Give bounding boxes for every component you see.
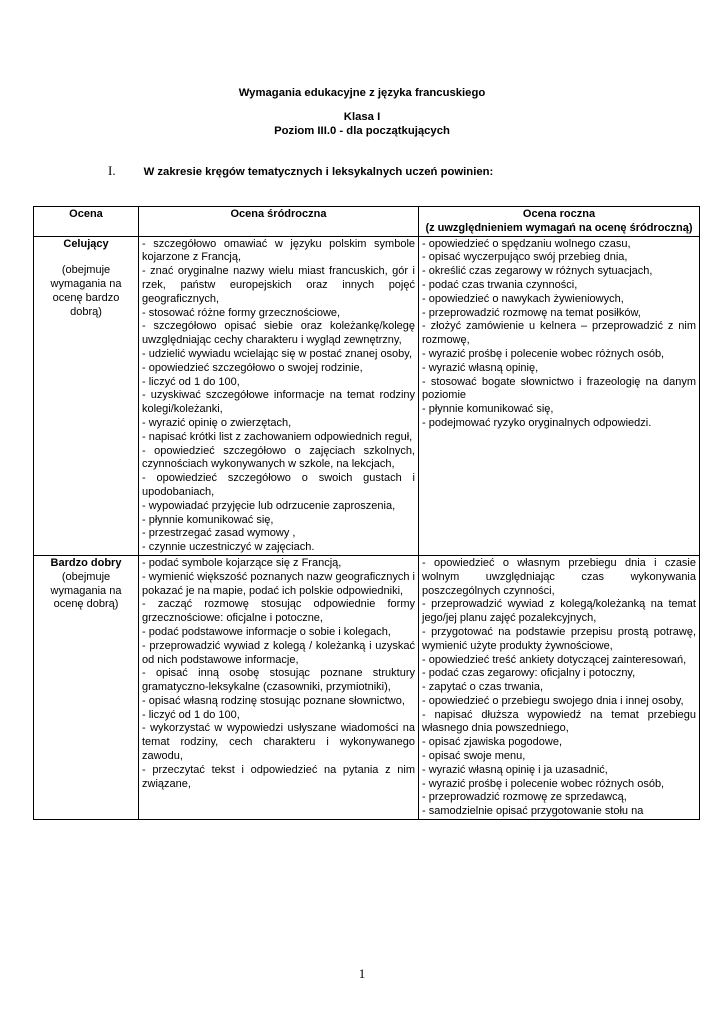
list-item: - przeprowadzić wywiad z kolegą / koleżanką i uzyskać od nich podstawowe informacje, bbox=[142, 639, 415, 666]
list-item: - opowiedzieć szczegółowo o swojej rodzinie, bbox=[142, 361, 363, 374]
grade-name: Celujący bbox=[63, 237, 109, 250]
list-item: - przeczytać tekst i odpowiedzieć na pytania z nim związane, bbox=[142, 763, 415, 790]
list-item: - przestrzegać zasad wymowy , bbox=[142, 527, 296, 540]
document-title: Wymagania edukacyjne z języka francuskiego bbox=[238, 87, 486, 99]
list-item: - szczegółowo opisać siebie oraz koleżankę/kolegę uwzględniając cechy charakteru i wygląd zewnętrzny, bbox=[142, 320, 415, 347]
list-item: - opisać swoje menu, bbox=[422, 750, 526, 763]
annual-list bbox=[422, 238, 696, 431]
header-midterm: Ocena śródroczna bbox=[139, 207, 419, 237]
list-item: - zapytać o czas trwania, bbox=[422, 681, 544, 694]
list-item: - liczyć od 1 do 100, bbox=[142, 375, 240, 388]
table-row bbox=[34, 236, 700, 555]
annual-list bbox=[422, 557, 696, 819]
list-item: - opisać własną rodzinę stosując poznane słownictwo, bbox=[142, 694, 405, 707]
table-row bbox=[34, 555, 700, 819]
list-item: - podać czas trwania czynności, bbox=[422, 278, 578, 291]
list-item: - przygotować na podstawie przepisu prostą potrawę, wymienić użyte produkty żywnościowe, bbox=[422, 625, 696, 652]
midterm-cell bbox=[139, 236, 419, 555]
list-item: - wymienić większość poznanych nazw geograficznych i pokazać je na mapie, podać ich polskie odpowiedniki, bbox=[142, 570, 415, 597]
list-item: - szczegółowo omawiać w języku polskim symbole kojarzone z Francją, bbox=[142, 237, 415, 264]
list-item: - czynnie uczestniczyć w zajęciach. bbox=[142, 541, 315, 554]
list-item: - opowiedzieć szczegółowo o zajęciach szkolnych, czynnościach wykonywanych w szkole, na lekcjach, bbox=[142, 444, 415, 471]
list-item: - opowiedzieć szczegółowo o swoich gustach i upodobaniach, bbox=[142, 472, 415, 498]
list-item: - wyrazić opinię o zwierzętach, bbox=[142, 416, 292, 429]
section-heading-text: W zakresie kręgów tematycznych i leksykalnych uczeń powinien: bbox=[143, 166, 494, 178]
list-item: - napisać krótki list z zachowaniem odpowiednich reguł, bbox=[142, 430, 413, 443]
list-item: - płynnie komunikować się, bbox=[142, 513, 274, 526]
list-item: - wypowiadać przyjęcie lub odrzucenie zaproszenia, bbox=[142, 499, 396, 512]
grade-note: (obejmuje wymagania na ocenę bardzo dobrą) bbox=[50, 264, 122, 318]
list-item: - wyrazić prośbę i polecenie wobec różnych osób, bbox=[422, 347, 665, 360]
header-annual: Ocena roczna (z uwzględnieniem wymagań na ocenę śródroczną) bbox=[419, 207, 700, 237]
list-item: - przeprowadzić rozmowę na temat posiłków, bbox=[422, 306, 641, 319]
grade-note: (obejmuje wymagania na ocenę dobrą) bbox=[50, 570, 122, 611]
header-grade: Ocena bbox=[34, 207, 139, 237]
list-item: - wykorzystać w wypowiedzi usłyszane wiadomości na temat rodziny, cech charakteru i wykonywanego zawodu, bbox=[142, 722, 415, 763]
annual-cell bbox=[419, 236, 700, 555]
list-item: - wyrazić własną opinię i ja uzasadnić, bbox=[422, 763, 608, 776]
list-item: - samodzielnie opisać przygotowanie stołu na bbox=[422, 805, 644, 818]
list-item: - udzielić wywiadu wcielając się w postać znanej osoby, bbox=[142, 347, 413, 360]
list-item: - liczyć od 1 do 100, bbox=[142, 708, 240, 721]
list-item: - podejmować ryzyko oryginalnych odpowiedzi. bbox=[422, 416, 652, 429]
list-item: - stosować różne formy grzecznościowe, bbox=[142, 306, 341, 319]
grade-cell bbox=[34, 236, 139, 555]
list-item: - stosować bogate słownictwo i frazeologię na danym poziomie bbox=[422, 375, 696, 402]
list-item: - podać podstawowe informacje o sobie i kolegach, bbox=[142, 625, 391, 638]
list-item: - podać czas zegarowy: oficjalny i potoczny, bbox=[422, 667, 636, 680]
list-item: - opisać zjawiska pogodowe, bbox=[422, 736, 563, 749]
list-item: - napisać dłuższa wypowiedź na temat przebiegu własnego dnia powszedniego, bbox=[422, 708, 696, 735]
midterm-list bbox=[142, 557, 415, 792]
section-number: I. bbox=[108, 163, 116, 178]
grade-cell bbox=[34, 555, 139, 819]
grade-name: Bardzo dobry bbox=[50, 556, 122, 569]
list-item: - zacząć rozmowę stosując odpowiednie formy grzecznościowe: oficjalne i potoczne, bbox=[142, 598, 415, 625]
list-item: - wyrazić prośbę i polecenie wobec różnych osób, bbox=[422, 777, 665, 790]
annual-cell bbox=[419, 555, 700, 819]
midterm-list bbox=[142, 238, 415, 555]
table-header-row bbox=[34, 207, 700, 237]
list-item: - uzyskiwać szczegółowe informacje na temat rodziny kolegi/koleżanki, bbox=[142, 389, 415, 416]
list-item: - wyrazić własną opinię, bbox=[422, 361, 539, 374]
list-item: - opisać inną osobę stosując poznane struktury gramatyczno-leksykalne (czasowniki, przymiotniki), bbox=[142, 667, 415, 694]
list-item: - przeprowadzić rozmowę ze sprzedawcą, bbox=[422, 791, 627, 804]
level-label: Poziom III.0 - dla początkujących bbox=[274, 125, 450, 137]
class-label: Klasa I bbox=[343, 111, 381, 123]
list-item: - opowiedzieć treść ankiety dotyczącej zainteresowań, bbox=[422, 653, 687, 666]
requirements-table bbox=[33, 206, 700, 820]
list-item: - opowiedzieć o nawykach żywieniowych, bbox=[422, 292, 624, 305]
list-item: - opowiedzieć o spędzaniu wolnego czasu, bbox=[422, 237, 631, 250]
list-item: - przeprowadzić wywiad z kolegą/koleżanką na temat jego/jej planu zajęć pozalekcyjnych, bbox=[422, 598, 696, 625]
page-number: 1 bbox=[358, 966, 366, 981]
list-item: - płynnie komunikować się, bbox=[422, 403, 554, 416]
list-item: - określić czas zegarowy w różnych sytuacjach, bbox=[422, 265, 653, 278]
midterm-cell bbox=[139, 555, 419, 819]
list-item: - podać symbole kojarzące się z Francją, bbox=[142, 556, 342, 569]
list-item: - opowiedzieć o własnym przebiegu dnia i czasie wolnym uwzględniając czas wykonywania poszczególnych czynności, bbox=[422, 556, 696, 597]
list-item: - opowiedzieć o przebiegu swojego dnia i innej osoby, bbox=[422, 694, 684, 707]
list-item: - złożyć zamówienie u kelnera – przeprowadzić z nim rozmowę, bbox=[422, 320, 696, 347]
list-item: - znać oryginalne nazwy wielu miast francuskich, gór i rzek, państw europejskich oraz innych pojęć geograficznych, bbox=[142, 265, 415, 305]
list-item: - opisać wyczerpująco swój przebieg dnia, bbox=[422, 251, 628, 264]
section-heading bbox=[108, 163, 493, 179]
